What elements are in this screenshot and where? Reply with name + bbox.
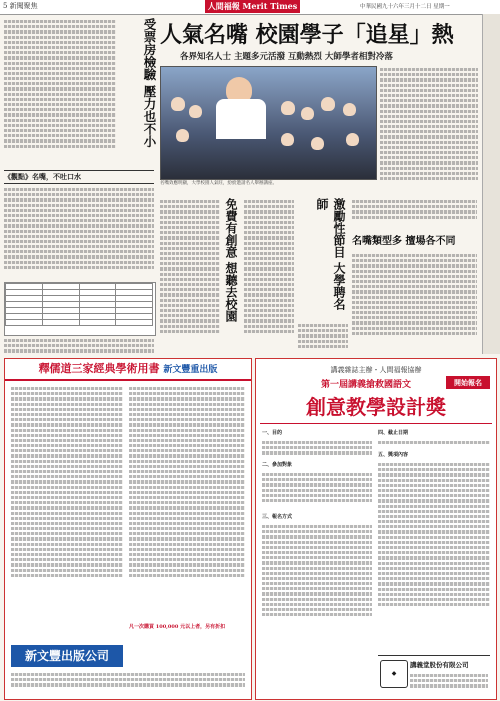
side-headline-2: 名嘴類型多 擅場各不同 xyxy=(352,236,456,247)
dateline: 中華民國九十六年三月十二日 星期一 xyxy=(360,4,450,10)
mid-vertical-headline: 免費有創意 想聽去校園 xyxy=(224,198,238,323)
ad-left-book-list-1 xyxy=(11,385,123,620)
ad-contest xyxy=(255,358,497,700)
ad-left-contact xyxy=(11,671,245,693)
ad-book-publisher xyxy=(4,358,252,700)
ad-right-footer xyxy=(378,655,490,696)
ad-right-section-5: 五、獎項內容 xyxy=(378,452,409,458)
ad-right-sponsor: 講義雜誌主辦・人間福報協辦 xyxy=(330,366,422,374)
right-body-text-2 xyxy=(352,252,477,352)
ad-right-divider xyxy=(260,423,492,424)
ad-left-publisher: 新文豐出版公司 xyxy=(11,645,123,667)
masthead-logo: 人間福報 Merit Times xyxy=(205,0,300,13)
ad-right-footer-contact xyxy=(410,672,488,692)
ad-right-section-2: 二、參加對象 xyxy=(262,462,293,468)
main-subheadline: 各界知名人士 主題多元活潑 互動熱烈 大師學者相對冷落 xyxy=(180,52,393,62)
ad-right-text-4 xyxy=(378,439,490,449)
ad-right-footer-company: 講義堂股份有限公司 xyxy=(410,661,469,669)
ad-left-title xyxy=(5,359,251,381)
ad-right-contest-title: 創意教學設計獎 xyxy=(306,395,446,419)
ad-right-badge: 開始報名 xyxy=(446,376,490,389)
right-body-text-3 xyxy=(352,198,477,228)
right-body-text-1 xyxy=(380,66,478,196)
page-number: 5 新聞聚焦 xyxy=(3,2,38,10)
mid-body-text-1 xyxy=(160,198,220,353)
ad-right-text-3 xyxy=(262,523,372,643)
left-vertical-title: 受票房檢驗 壓力也不小 xyxy=(142,18,157,148)
side-strip xyxy=(482,14,500,354)
ad-right-text-2 xyxy=(262,471,372,511)
ad-right-contest-line: 第一屆講義搶救國語文 xyxy=(320,380,411,390)
left-body-text-2 xyxy=(4,186,154,278)
company-logo-icon: ◆ xyxy=(380,660,408,688)
ad-right-section-4: 四、截止日期 xyxy=(378,430,409,436)
side-headline-1: 激勵性節目 大學聘名師 xyxy=(315,198,346,311)
ad-left-book-list-2 xyxy=(129,385,245,620)
ad-right-text-5 xyxy=(378,461,490,651)
ad-left-promo-line: 凡一次購買 100,000 元以上者，另有折扣 xyxy=(129,624,226,630)
schedule-table xyxy=(4,282,156,336)
photo-caption: 名嘴效應明顯，大學校園人氣旺，紛紛邀請名人舉辦講座。 xyxy=(160,181,277,186)
left-body-text-1 xyxy=(4,18,116,168)
ad-right-section-1: 一、目的 xyxy=(262,430,283,436)
mid-body-text-3 xyxy=(298,322,348,354)
commentary-tag: 《觀點》名嘴，不吐口水 xyxy=(4,170,154,184)
ad-right-text-1 xyxy=(262,439,372,459)
left-body-text-3 xyxy=(4,337,154,355)
main-headline: 人氣名嘴 校園學子「追星」熱 xyxy=(160,22,454,48)
main-photo xyxy=(160,66,377,180)
ad-right-section-3: 三、報名方式 xyxy=(262,514,293,520)
mid-body-text-2 xyxy=(244,198,294,353)
ad-left-promo: 新文豐重出版 xyxy=(163,365,218,375)
ad-left-title-text: 釋儒道三家經典學術用書 xyxy=(38,362,160,375)
